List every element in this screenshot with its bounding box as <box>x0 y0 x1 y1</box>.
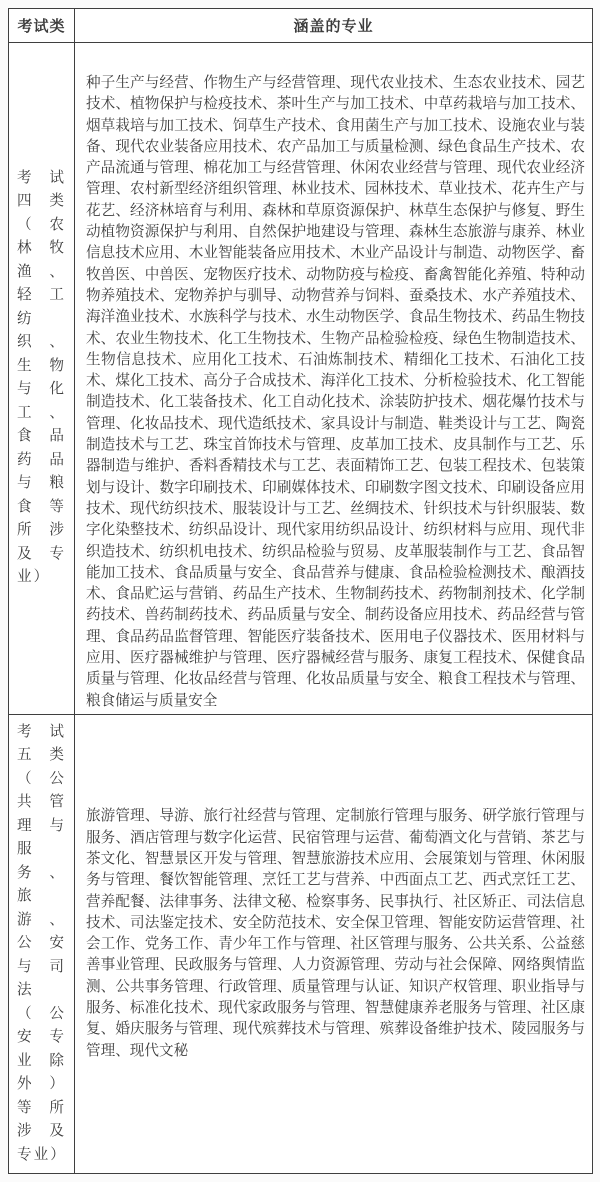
exam-category-five-label: 考试五类（公共管理与服务、旅游、公安与司法（公安专业除外）等所涉及专业） <box>9 714 75 1174</box>
column-header-covered-majors: 涵盖的专业 <box>75 9 593 43</box>
exam-category-four-majors-list: 种子生产与经营、作物生产与经营管理、现代农业技术、生态农业技术、园艺技术、植物保护与检疫技术、茶叶生产与加工技术、中草药栽培与加工技术、烟草栽培与加工技术、饲草生产技术、食用菌生产与加工技术、设施农业与装备、现代农业装备应用技术、农产品加工与质量检测、绿色食品生产技术、农产品流通与管理、棉花加工与经营管理、休闲农业经营与管理、现代农业经济管理、农村新型经济组织管理、林业技术、园林技术、草业技术、花卉生产与花艺、经济林培育与利用、森林和草原资源保护、林草生态保护与修复、野生动植物资源保护与利用、自然保护地建设与管理、森林生态旅游与康养、林业信息技术应用、木业智能装备应用技术、木业产品设计与制造、动物医学、畜牧兽医、中兽医、宠物医疗技术、动物防疫与检疫、畜禽智能化养殖、特种动物养殖技术、宠物养护与驯导、动物营养与饲料、蚕桑技术、水产养殖技术、海洋渔业技术、水族科学与技术、水生动物医学、食品生物技术、药品生物技术、农业生物技术、化工生物技术、生物产品检验检疫、绿色生物制造技术、生物信息技术、应用化工技术、石油炼制技术、精细化工技术、石油化工技术、煤化工技术、高分子合成技术、海洋化工技术、分析检验技术、化工智能制造技术、化工装备技术、化工自动化技术、涂装防护技术、烟花爆竹技术与管理、化妆品技术、现代造纸技术、家具设计与制造、鞋类设计与工艺、陶瓷制造技术与工艺、珠宝首饰技术与管理、皮革加工技术、皮具制作与工艺、乐器制造与维护、香料香精技术与工艺、表面精饰工艺、包装工程技术、包装策划与设计、数字印刷技术、印刷媒体技术、印刷数字图文技术、印刷设备应用技术、现代纺织技术、服装设计与工艺、丝绸技术、针织技术与针织服装、数字化染整技术、纺织品设计、现代家用纺织品设计、纺织材料与应用、现代非织造技术、纺织机电技术、纺织品检验与贸易、皮革服装制作与工艺、食品智能加工技术、食品质量与安全、食品营养与健康、食品检验检测技术、酿酒技术、食品贮运与营销、药品生产技术、生物制药技术、药物制剂技术、化学制药技术、兽药制药技术、药品质量与安全、制药设备应用技术、药品经营与管理、食品药品监督管理、智能医疗装备技术、医用电子仪器技术、医用材料与应用、医疗器械维护与管理、医疗器械经营与服务、康复工程技术、保健食品质量与管理、化妆品经营与管理、化妆品质量与安全、粮食工程技术与管理、粮食储运与质量安全 <box>75 43 593 715</box>
exam-category-four-label: 考试四类（农林牧渔、轻工纺织、生物与化工、食品药品与粮食等所涉及专业） <box>9 43 75 715</box>
table-row-exam-category-five <box>9 714 593 1174</box>
table-header-row <box>9 9 593 43</box>
table-row-exam-category-four <box>9 43 593 715</box>
exam-category-five-majors-list: 旅游管理、导游、旅行社经营与管理、定制旅行管理与服务、研学旅行管理与服务、酒店管理与数字化运营、民宿管理与运营、葡萄酒文化与营销、茶艺与茶文化、智慧景区开发与管理、智慧旅游技术应用、会展策划与管理、休闲服务与管理、餐饮智能管理、烹饪工艺与营养、中西面点工艺、西式烹饪工艺、营养配餐、法律事务、法律文秘、检察事务、民事执行、社区矫正、司法信息技术、司法鉴定技术、安全防范技术、安全保卫管理、智能安防运营管理、社会工作、党务工作、青少年工作与管理、社区管理与服务、公共关系、公益慈善事业管理、民政服务与管理、人力资源管理、劳动与社会保障、网络舆情监测、公共事务管理、行政管理、质量管理与认证、知识产权管理、职业指导与服务、标准化技术、现代家政服务与管理、智慧健康养老服务与管理、社区康复、婚庆服务与管理、现代殡葬技术与管理、殡葬设备维护技术、陵园服务与管理、现代文秘 <box>75 714 593 1174</box>
column-header-exam-category: 考试类 <box>9 9 75 43</box>
exam-majors-table <box>8 8 593 1174</box>
